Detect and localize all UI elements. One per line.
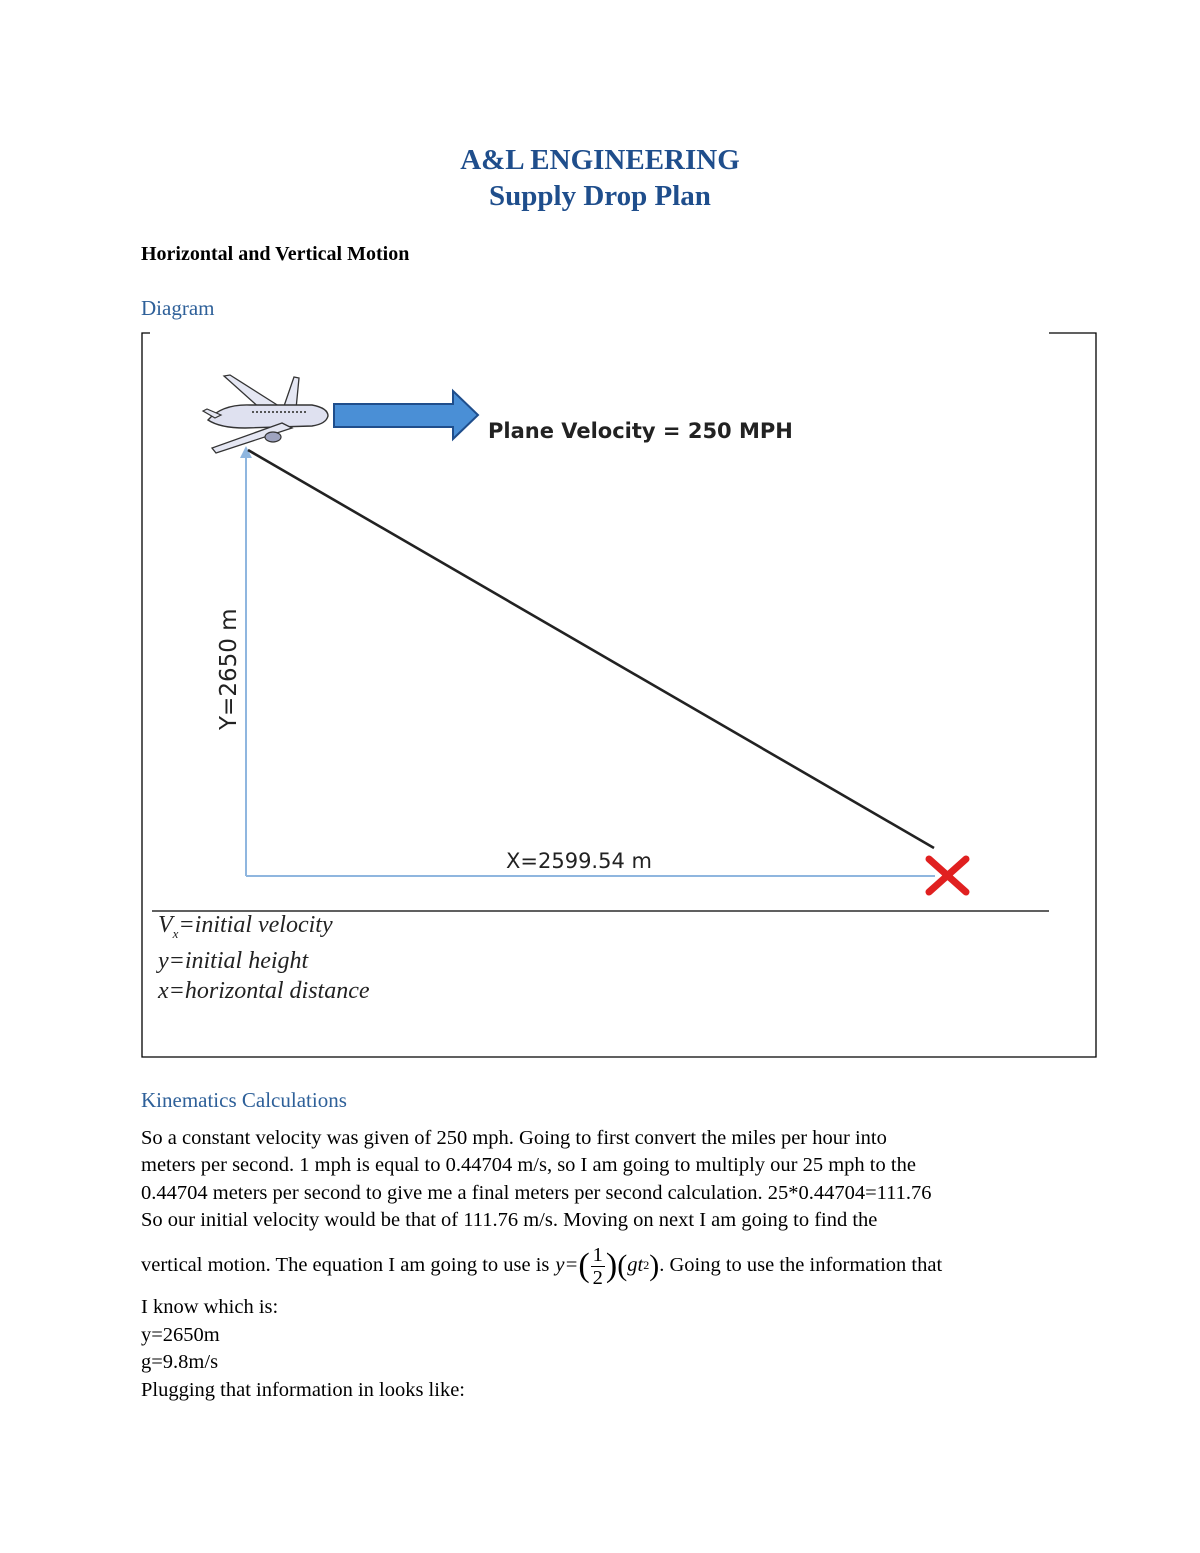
legend-vx [158,910,333,949]
paragraph-line: 0.44704 meters per second to give me a final meters per second calculation. 25*0.44704=111.76 [141,1182,932,1204]
paragraph-line: meters per second. 1 mph is equal to 0.44704 m/s, so I am going to multiply our 25 mph to the [141,1154,916,1176]
plane-velocity-label: Plane Velocity = 250 MPH [488,419,793,443]
document-title: A&L ENGINEERING [460,144,740,176]
paren-open: ( [578,1247,590,1284]
equation-line [141,1238,942,1294]
vx-definition: =initial velocity [178,912,333,938]
equation-outro: . Going to use the information that [659,1254,943,1277]
diagram-heading: Diagram [141,296,215,320]
equation-fraction [591,1244,605,1289]
equation-intro: vertical motion. The equation I am going to use is [141,1254,550,1277]
fraction-numerator: 1 [592,1243,603,1266]
paragraph-line: Plugging that information in looks like: [141,1379,465,1401]
trajectory-line [248,450,934,848]
vx-symbol: V [158,912,173,938]
section-heading: Horizontal and Vertical Motion [141,243,410,265]
vx-subscript: x [172,925,179,941]
paren-close: ) [605,1247,618,1284]
paren-open-2: ( [617,1249,628,1282]
fraction-denominator: 2 [592,1266,603,1289]
given-g: g=9.8m/s [141,1351,219,1373]
document-subtitle: Supply Drop Plan [489,180,711,212]
paragraph-line: So our initial velocity would be that of 111.76 m/s. Moving on next I am going to find the [141,1209,878,1231]
airplane-icon [203,375,328,453]
legend-x: x=horizontal distance [158,978,370,1004]
equation-lhs: y= [555,1254,579,1277]
velocity-arrow-icon [334,391,478,439]
paragraph-line: So a constant velocity was given of 250 mph. Going to first convert the miles per hour into [141,1127,887,1149]
equation-exponent: 2 [643,1258,650,1273]
x-distance-label: X=2599.54 m [506,849,652,873]
paragraph-line: I know which is: [141,1296,279,1318]
paren-close-2: ) [649,1249,660,1282]
equation-rhs: gt [627,1254,644,1277]
given-y: y=2650m [141,1324,220,1346]
y-height-label: Y=2650 m [216,608,242,730]
kinematics-heading: Kinematics Calculations [141,1088,347,1112]
legend-y: y=initial height [158,948,309,974]
